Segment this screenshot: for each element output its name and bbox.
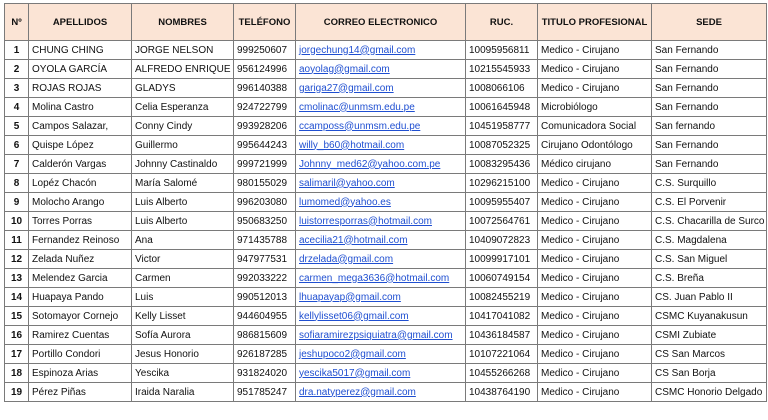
cell-correo <box>296 155 466 174</box>
cell-sede: CSMC Honorio Delgado <box>652 383 767 402</box>
cell-sede: CS. Juan Pablo II <box>652 288 767 307</box>
email-link[interactable]: dra.natyperez@gmail.com <box>299 386 416 398</box>
cell-nombres: Luis Alberto <box>132 193 234 212</box>
cell-correo <box>296 383 466 402</box>
cell-titulo: Medico - Cirujano <box>538 79 652 98</box>
cell-telefono: 995644243 <box>234 136 296 155</box>
row-number: 5 <box>5 117 29 136</box>
row-number: 4 <box>5 98 29 117</box>
cell-nombres: Conny Cindy <box>132 117 234 136</box>
cell-sede: C.S. Surquillo <box>652 174 767 193</box>
cell-sede: CSMI Zubiate <box>652 326 767 345</box>
row-number: 1 <box>5 41 29 60</box>
email-link[interactable]: drzelada@gmail.com <box>299 253 394 265</box>
email-link[interactable]: cmolinac@unmsm.edu.pe <box>299 101 415 113</box>
email-link[interactable]: aoyolag@gmail.com <box>299 63 390 75</box>
cell-apellidos: OYOLA GARCÍA <box>29 60 132 79</box>
cell-titulo: Médico cirujano <box>538 155 652 174</box>
email-link[interactable]: lumomed@yahoo.es <box>299 196 391 208</box>
header-correo: CORREO ELECTRONICO <box>296 4 466 41</box>
cell-sede: San fernando <box>652 117 767 136</box>
cell-titulo: Medico - Cirujano <box>538 383 652 402</box>
cell-titulo: Medico - Cirujano <box>538 364 652 383</box>
row-number: 6 <box>5 136 29 155</box>
email-link[interactable]: sofiaramirezpsiquiatra@gmail.com <box>299 329 453 341</box>
cell-nombres: Kelly Lisset <box>132 307 234 326</box>
cell-sede: San Fernando <box>652 41 767 60</box>
cell-titulo: Microbiólogo <box>538 98 652 117</box>
row-number: 16 <box>5 326 29 345</box>
cell-sede: C.S. San Miguel <box>652 250 767 269</box>
cell-ruc: 10099917101 <box>466 250 538 269</box>
cell-nombres: Carmen <box>132 269 234 288</box>
table-row <box>5 269 767 288</box>
cell-titulo: Medico - Cirujano <box>538 345 652 364</box>
row-number: 18 <box>5 364 29 383</box>
cell-correo <box>296 307 466 326</box>
table-row <box>5 79 767 98</box>
row-number: 13 <box>5 269 29 288</box>
table-row <box>5 383 767 402</box>
cell-sede: San Fernando <box>652 79 767 98</box>
cell-telefono: 924722799 <box>234 98 296 117</box>
cell-apellidos: Fernandez Reinoso <box>29 231 132 250</box>
cell-correo <box>296 79 466 98</box>
cell-ruc: 10417041082 <box>466 307 538 326</box>
cell-apellidos: Quispe López <box>29 136 132 155</box>
row-number: 7 <box>5 155 29 174</box>
email-link[interactable]: jorgechung14@gmail.com <box>299 44 416 56</box>
table-row <box>5 307 767 326</box>
cell-apellidos: Melendez Garcia <box>29 269 132 288</box>
cell-sede: San Fernando <box>652 155 767 174</box>
table-row <box>5 193 767 212</box>
cell-sede: CS San Marcos <box>652 345 767 364</box>
cell-apellidos: Calderón Vargas <box>29 155 132 174</box>
cell-nombres: Yescika <box>132 364 234 383</box>
email-link[interactable]: kellylisset06@gmail.com <box>299 310 409 322</box>
cell-nombres: Luis <box>132 288 234 307</box>
cell-telefono: 980155029 <box>234 174 296 193</box>
email-link[interactable]: Johnny_med62@yahoo.com.pe <box>299 158 441 170</box>
table-body <box>5 41 767 402</box>
cell-nombres: Johnny Castinaldo <box>132 155 234 174</box>
cell-ruc: 10438764190 <box>466 383 538 402</box>
cell-correo <box>296 41 466 60</box>
cell-apellidos: Zelada Nuñez <box>29 250 132 269</box>
cell-ruc: 10060749154 <box>466 269 538 288</box>
cell-titulo: Medico - Cirujano <box>538 193 652 212</box>
table-row <box>5 155 767 174</box>
cell-titulo: Medico - Cirujano <box>538 269 652 288</box>
cell-ruc: 10072564761 <box>466 212 538 231</box>
row-number: 11 <box>5 231 29 250</box>
cell-sede: San Fernando <box>652 136 767 155</box>
header-nombres: NOMBRES <box>132 4 234 41</box>
cell-correo <box>296 174 466 193</box>
email-link[interactable]: willy_b60@hotmail.com <box>299 139 405 151</box>
cell-sede: San Fernando <box>652 98 767 117</box>
cell-apellidos: Lopéz Chacón <box>29 174 132 193</box>
cell-telefono: 931824020 <box>234 364 296 383</box>
cell-nombres: Ana <box>132 231 234 250</box>
cell-correo <box>296 288 466 307</box>
cell-nombres: GLADYS <box>132 79 234 98</box>
cell-correo <box>296 345 466 364</box>
cell-apellidos: Portillo Condori <box>29 345 132 364</box>
cell-correo <box>296 212 466 231</box>
header-apellidos: APELLIDOS <box>29 4 132 41</box>
row-number: 17 <box>5 345 29 364</box>
row-number: 8 <box>5 174 29 193</box>
cell-ruc: 10083295436 <box>466 155 538 174</box>
cell-telefono: 947977531 <box>234 250 296 269</box>
cell-titulo: Medico - Cirujano <box>538 231 652 250</box>
cell-sede: C.S. Magdalena <box>652 231 767 250</box>
cell-telefono: 996140388 <box>234 79 296 98</box>
email-link[interactable]: ccamposs@unmsm.edu.pe <box>299 120 421 132</box>
email-link[interactable]: luistorresporras@hotmail.com <box>299 215 432 227</box>
cell-nombres: Celia Esperanza <box>132 98 234 117</box>
cell-nombres: Iraida Naralia <box>132 383 234 402</box>
cell-nombres: Luis Alberto <box>132 212 234 231</box>
row-number: 3 <box>5 79 29 98</box>
cell-telefono: 944604955 <box>234 307 296 326</box>
table-row <box>5 136 767 155</box>
cell-titulo: Medico - Cirujano <box>538 326 652 345</box>
cell-telefono: 999721999 <box>234 155 296 174</box>
cell-ruc: 10451958777 <box>466 117 538 136</box>
table-row <box>5 345 767 364</box>
row-number: 12 <box>5 250 29 269</box>
cell-titulo: Comunicadora Social <box>538 117 652 136</box>
cell-apellidos: Torres Porras <box>29 212 132 231</box>
cell-titulo: Medico - Cirujano <box>538 60 652 79</box>
table-row <box>5 326 767 345</box>
cell-apellidos: CHUNG CHING <box>29 41 132 60</box>
cell-apellidos: Molina Castro <box>29 98 132 117</box>
cell-ruc: 10296215100 <box>466 174 538 193</box>
cell-ruc: 10087052325 <box>466 136 538 155</box>
cell-ruc: 10107221064 <box>466 345 538 364</box>
cell-telefono: 950683250 <box>234 212 296 231</box>
cell-apellidos: Huapaya Pando <box>29 288 132 307</box>
cell-telefono: 993928206 <box>234 117 296 136</box>
header-titulo: TITULO PROFESIONAL <box>538 4 652 41</box>
cell-correo <box>296 193 466 212</box>
cell-telefono: 996203080 <box>234 193 296 212</box>
table-row <box>5 364 767 383</box>
cell-titulo: Medico - Cirujano <box>538 212 652 231</box>
cell-ruc: 10436184587 <box>466 326 538 345</box>
cell-ruc: 10455266268 <box>466 364 538 383</box>
email-link[interactable]: carmen_mega3636@hotmail.com <box>299 272 450 284</box>
table-row <box>5 250 767 269</box>
table-row <box>5 117 767 136</box>
email-link[interactable]: acecilia21@hotmail.com <box>299 234 408 246</box>
cell-correo <box>296 136 466 155</box>
cell-correo <box>296 326 466 345</box>
cell-ruc: 10095956811 <box>466 41 538 60</box>
cell-correo <box>296 250 466 269</box>
cell-ruc: 10061645948 <box>466 98 538 117</box>
cell-sede: CSMC Kuyanakusun <box>652 307 767 326</box>
table-row <box>5 60 767 79</box>
cell-apellidos: Molocho Arango <box>29 193 132 212</box>
header-ruc: RUC. <box>466 4 538 41</box>
row-number: 9 <box>5 193 29 212</box>
cell-sede: San Fernando <box>652 60 767 79</box>
cell-nombres: JORGE NELSON <box>132 41 234 60</box>
cell-sede: C.S. El Porvenir <box>652 193 767 212</box>
cell-apellidos: Sotomayor Cornejo <box>29 307 132 326</box>
cell-nombres: Guillermo <box>132 136 234 155</box>
cell-titulo: Medico - Cirujano <box>538 250 652 269</box>
email-link[interactable]: jeshupoco2@gmail.com <box>299 348 406 360</box>
cell-titulo: Medico - Cirujano <box>538 174 652 193</box>
cell-sede: C.S. Chacarilla de Surco <box>652 212 767 231</box>
header-row <box>5 4 767 41</box>
cell-correo <box>296 364 466 383</box>
row-number: 10 <box>5 212 29 231</box>
header-sede: SEDE <box>652 4 767 41</box>
table-row <box>5 41 767 60</box>
cell-apellidos: Campos Salazar, <box>29 117 132 136</box>
cell-telefono: 986815609 <box>234 326 296 345</box>
cell-apellidos: ROJAS ROJAS <box>29 79 132 98</box>
cell-apellidos: Ramirez Cuentas <box>29 326 132 345</box>
table-row <box>5 98 767 117</box>
cell-nombres: Jesus Honorio <box>132 345 234 364</box>
cell-telefono: 951785247 <box>234 383 296 402</box>
cell-ruc: 10082455219 <box>466 288 538 307</box>
cell-telefono: 990512013 <box>234 288 296 307</box>
cell-telefono: 926187285 <box>234 345 296 364</box>
cell-titulo: Cirujano Odontólogo <box>538 136 652 155</box>
cell-apellidos: Pérez Piñas <box>29 383 132 402</box>
row-number: 14 <box>5 288 29 307</box>
contacts-table <box>4 3 767 402</box>
cell-correo <box>296 231 466 250</box>
table-row <box>5 212 767 231</box>
header-telefono: TELÉFONO <box>234 4 296 41</box>
cell-titulo: Medico - Cirujano <box>538 288 652 307</box>
table-row <box>5 174 767 193</box>
cell-ruc: 1008066106 <box>466 79 538 98</box>
table-row <box>5 231 767 250</box>
cell-correo <box>296 117 466 136</box>
cell-sede: CS San Borja <box>652 364 767 383</box>
cell-nombres: Sofía Aurora <box>132 326 234 345</box>
cell-telefono: 956124996 <box>234 60 296 79</box>
cell-ruc: 10215545933 <box>466 60 538 79</box>
cell-titulo: Medico - Cirujano <box>538 307 652 326</box>
header-num: Nº <box>5 4 29 41</box>
email-link[interactable]: lhuapayap@gmail.com <box>299 291 401 303</box>
cell-telefono: 992033222 <box>234 269 296 288</box>
cell-nombres: Victor <box>132 250 234 269</box>
row-number: 19 <box>5 383 29 402</box>
cell-telefono: 999250607 <box>234 41 296 60</box>
cell-nombres: María Salomé <box>132 174 234 193</box>
cell-correo <box>296 98 466 117</box>
cell-nombres: ALFREDO ENRIQUE <box>132 60 234 79</box>
cell-ruc: 10095955407 <box>466 193 538 212</box>
email-link[interactable]: yescika5017@gmail.com <box>299 367 411 379</box>
cell-ruc: 10409072823 <box>466 231 538 250</box>
email-link[interactable]: salimaril@yahoo.com <box>299 177 395 189</box>
cell-correo <box>296 269 466 288</box>
cell-sede: C.S. Breña <box>652 269 767 288</box>
row-number: 15 <box>5 307 29 326</box>
cell-correo <box>296 60 466 79</box>
row-number: 2 <box>5 60 29 79</box>
cell-titulo: Medico - Cirujano <box>538 41 652 60</box>
cell-apellidos: Espinoza Arias <box>29 364 132 383</box>
cell-telefono: 971435788 <box>234 231 296 250</box>
table-row <box>5 288 767 307</box>
email-link[interactable]: gariga27@gmail.com <box>299 82 394 94</box>
